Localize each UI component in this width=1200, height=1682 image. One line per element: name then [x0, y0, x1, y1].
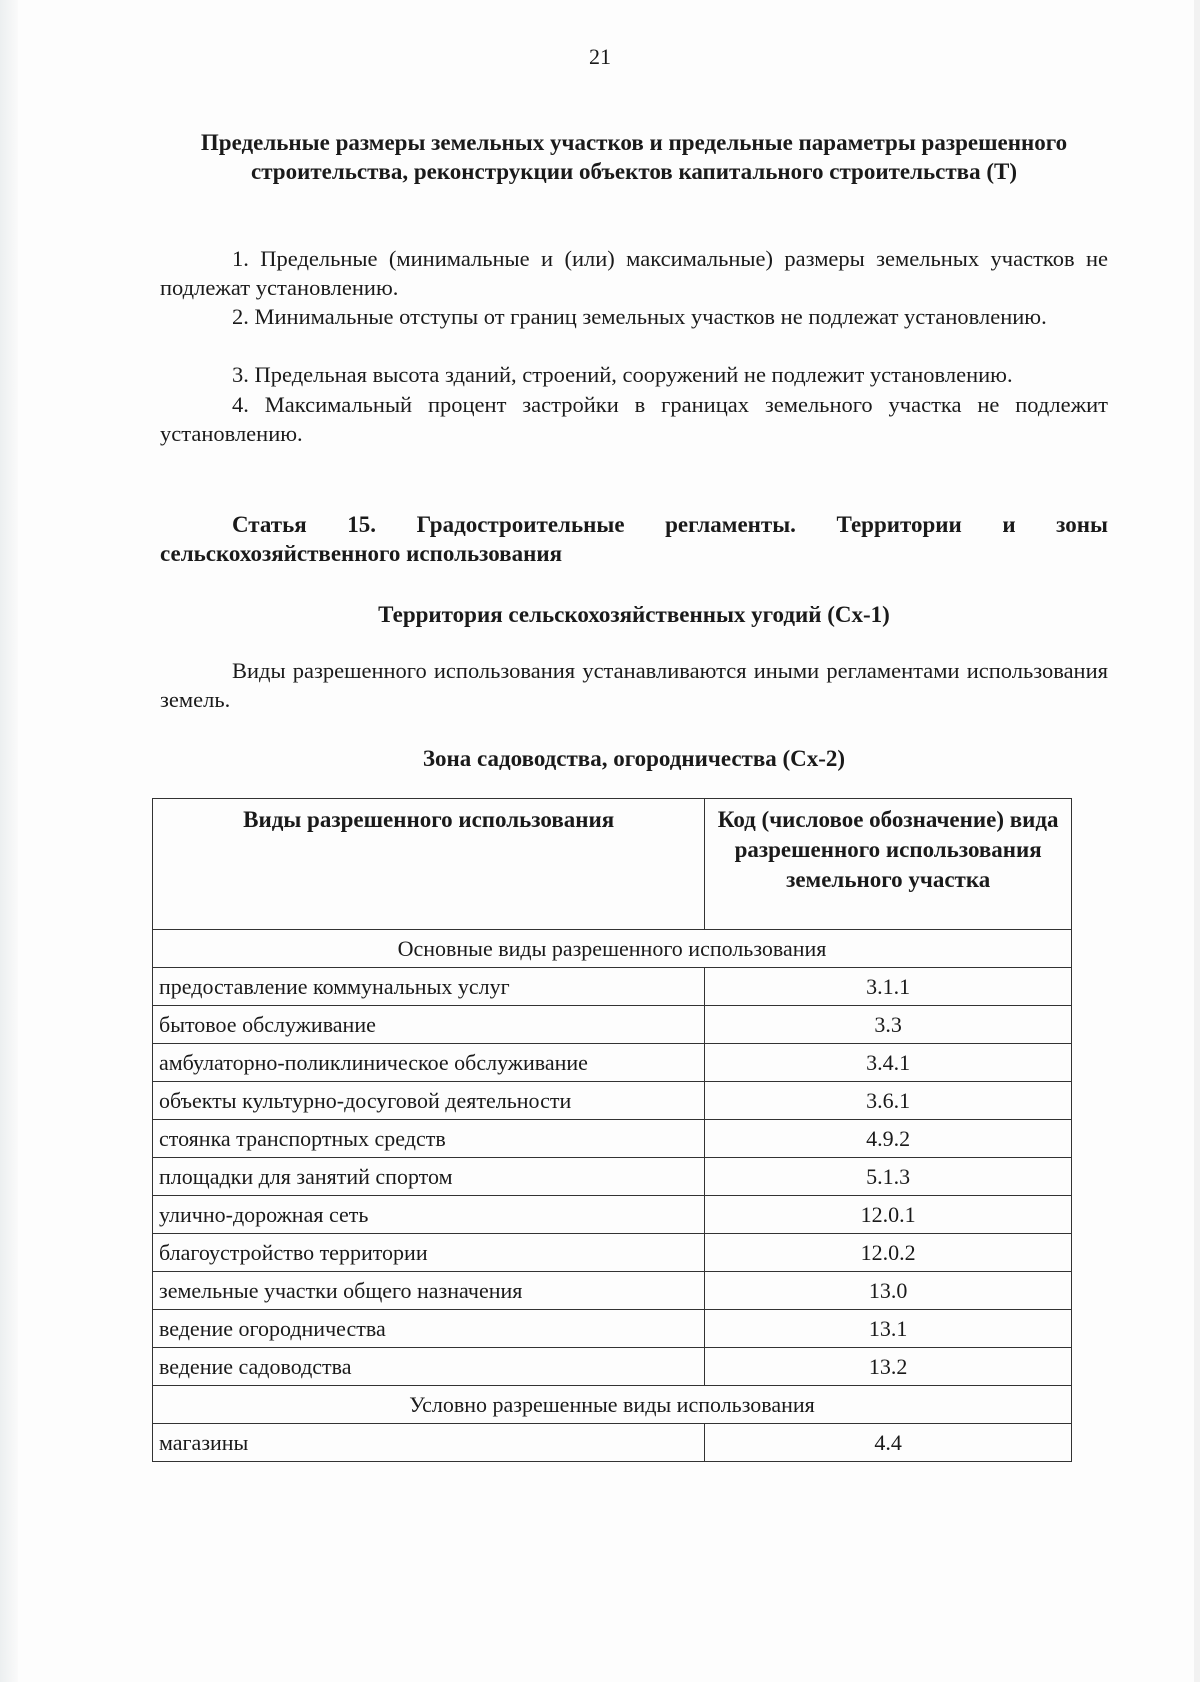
code-cell: 12.0.1 [705, 1196, 1072, 1234]
use-cell: земельные участки общего назначения [153, 1272, 705, 1310]
header-use: Виды разрешенного использования [153, 799, 705, 930]
code-cell: 3.3 [705, 1006, 1072, 1044]
use-cell: объекты культурно-досуговой деятельности [153, 1082, 705, 1120]
limits-item-1: 1. Предельные (минимальные и (или) максимальные) размеры земельных участков не подлежат установлению. [160, 246, 1108, 300]
code-cell: 3.1.1 [705, 968, 1072, 1006]
territory-heading: Территория сельскохозяйственных угодий (Сх-1) [378, 602, 890, 627]
conditional-uses-section-row [153, 1386, 1072, 1424]
scan-edge-right [1194, 0, 1200, 1682]
table-row [153, 1424, 1072, 1462]
code-cell: 3.6.1 [705, 1082, 1072, 1120]
use-cell: ведение садоводства [153, 1348, 705, 1386]
table-row [153, 1348, 1072, 1386]
table-row [153, 1006, 1072, 1044]
limits-item-2: 2. Минимальные отступы от границ земельных участков не подлежат установлению. [232, 304, 1047, 329]
table-row [153, 1234, 1072, 1272]
use-cell: площадки для занятий спортом [153, 1158, 705, 1196]
code-cell: 4.9.2 [705, 1120, 1072, 1158]
limits-item-4: 4. Максимальный процент застройки в границах земельного участка не подлежит установлению. [160, 392, 1108, 446]
article-title: Статья 15. Градостроительные регламенты. Территории и зоны сельскохозяйственного использования [160, 512, 1108, 566]
table-row [153, 1044, 1072, 1082]
code-cell: 13.1 [705, 1310, 1072, 1348]
code-cell: 13.0 [705, 1272, 1072, 1310]
limits-heading: Предельные размеры земельных участков и предельные параметры разрешенного строительства, реконструкции объектов капитального строительства (Т) [200, 130, 1068, 184]
zone-heading: Зона садоводства, огородничества (Сх-2) [422, 746, 846, 771]
use-cell: стоянка транспортных средств [153, 1120, 705, 1158]
code-cell: 5.1.3 [705, 1158, 1072, 1196]
table-row [153, 968, 1072, 1006]
main-uses-section-row-label: Основные виды разрешенного использования [153, 930, 1072, 968]
code-cell: 13.2 [705, 1348, 1072, 1386]
territory-text: Виды разрешенного использования устанавливаются иными регламентами использования земель. [160, 658, 1108, 712]
conditional-uses-section-row-label: Условно разрешенные виды использования [153, 1386, 1072, 1424]
main-uses-section-row [153, 930, 1072, 968]
code-cell: 3.4.1 [705, 1044, 1072, 1082]
use-cell: ведение огородничества [153, 1310, 705, 1348]
page-number: 21 [589, 44, 611, 69]
permitted-uses-table [152, 798, 1072, 1462]
table-row [153, 1310, 1072, 1348]
use-cell: магазины [153, 1424, 705, 1462]
use-cell: предоставление коммунальных услуг [153, 968, 705, 1006]
table-row [153, 1082, 1072, 1120]
code-cell: 12.0.2 [705, 1234, 1072, 1272]
use-cell: благоустройство территории [153, 1234, 705, 1272]
code-cell: 4.4 [705, 1424, 1072, 1462]
table-row [153, 1158, 1072, 1196]
limits-item-3: 3. Предельная высота зданий, строений, сооружений не подлежит установлению. [232, 362, 1013, 387]
table-row [153, 1196, 1072, 1234]
table-body [153, 930, 1072, 1462]
use-cell: амбулаторно-поликлиническое обслуживание [153, 1044, 705, 1082]
use-cell: улично-дорожная сеть [153, 1196, 705, 1234]
table-header-row [153, 799, 1072, 930]
table-row [153, 1272, 1072, 1310]
scan-edge-left [0, 0, 18, 1682]
header-code: Код (числовое обозначение) вида разрешенного использования земельного участка [705, 799, 1072, 930]
use-cell: бытовое обслуживание [153, 1006, 705, 1044]
table-row [153, 1120, 1072, 1158]
